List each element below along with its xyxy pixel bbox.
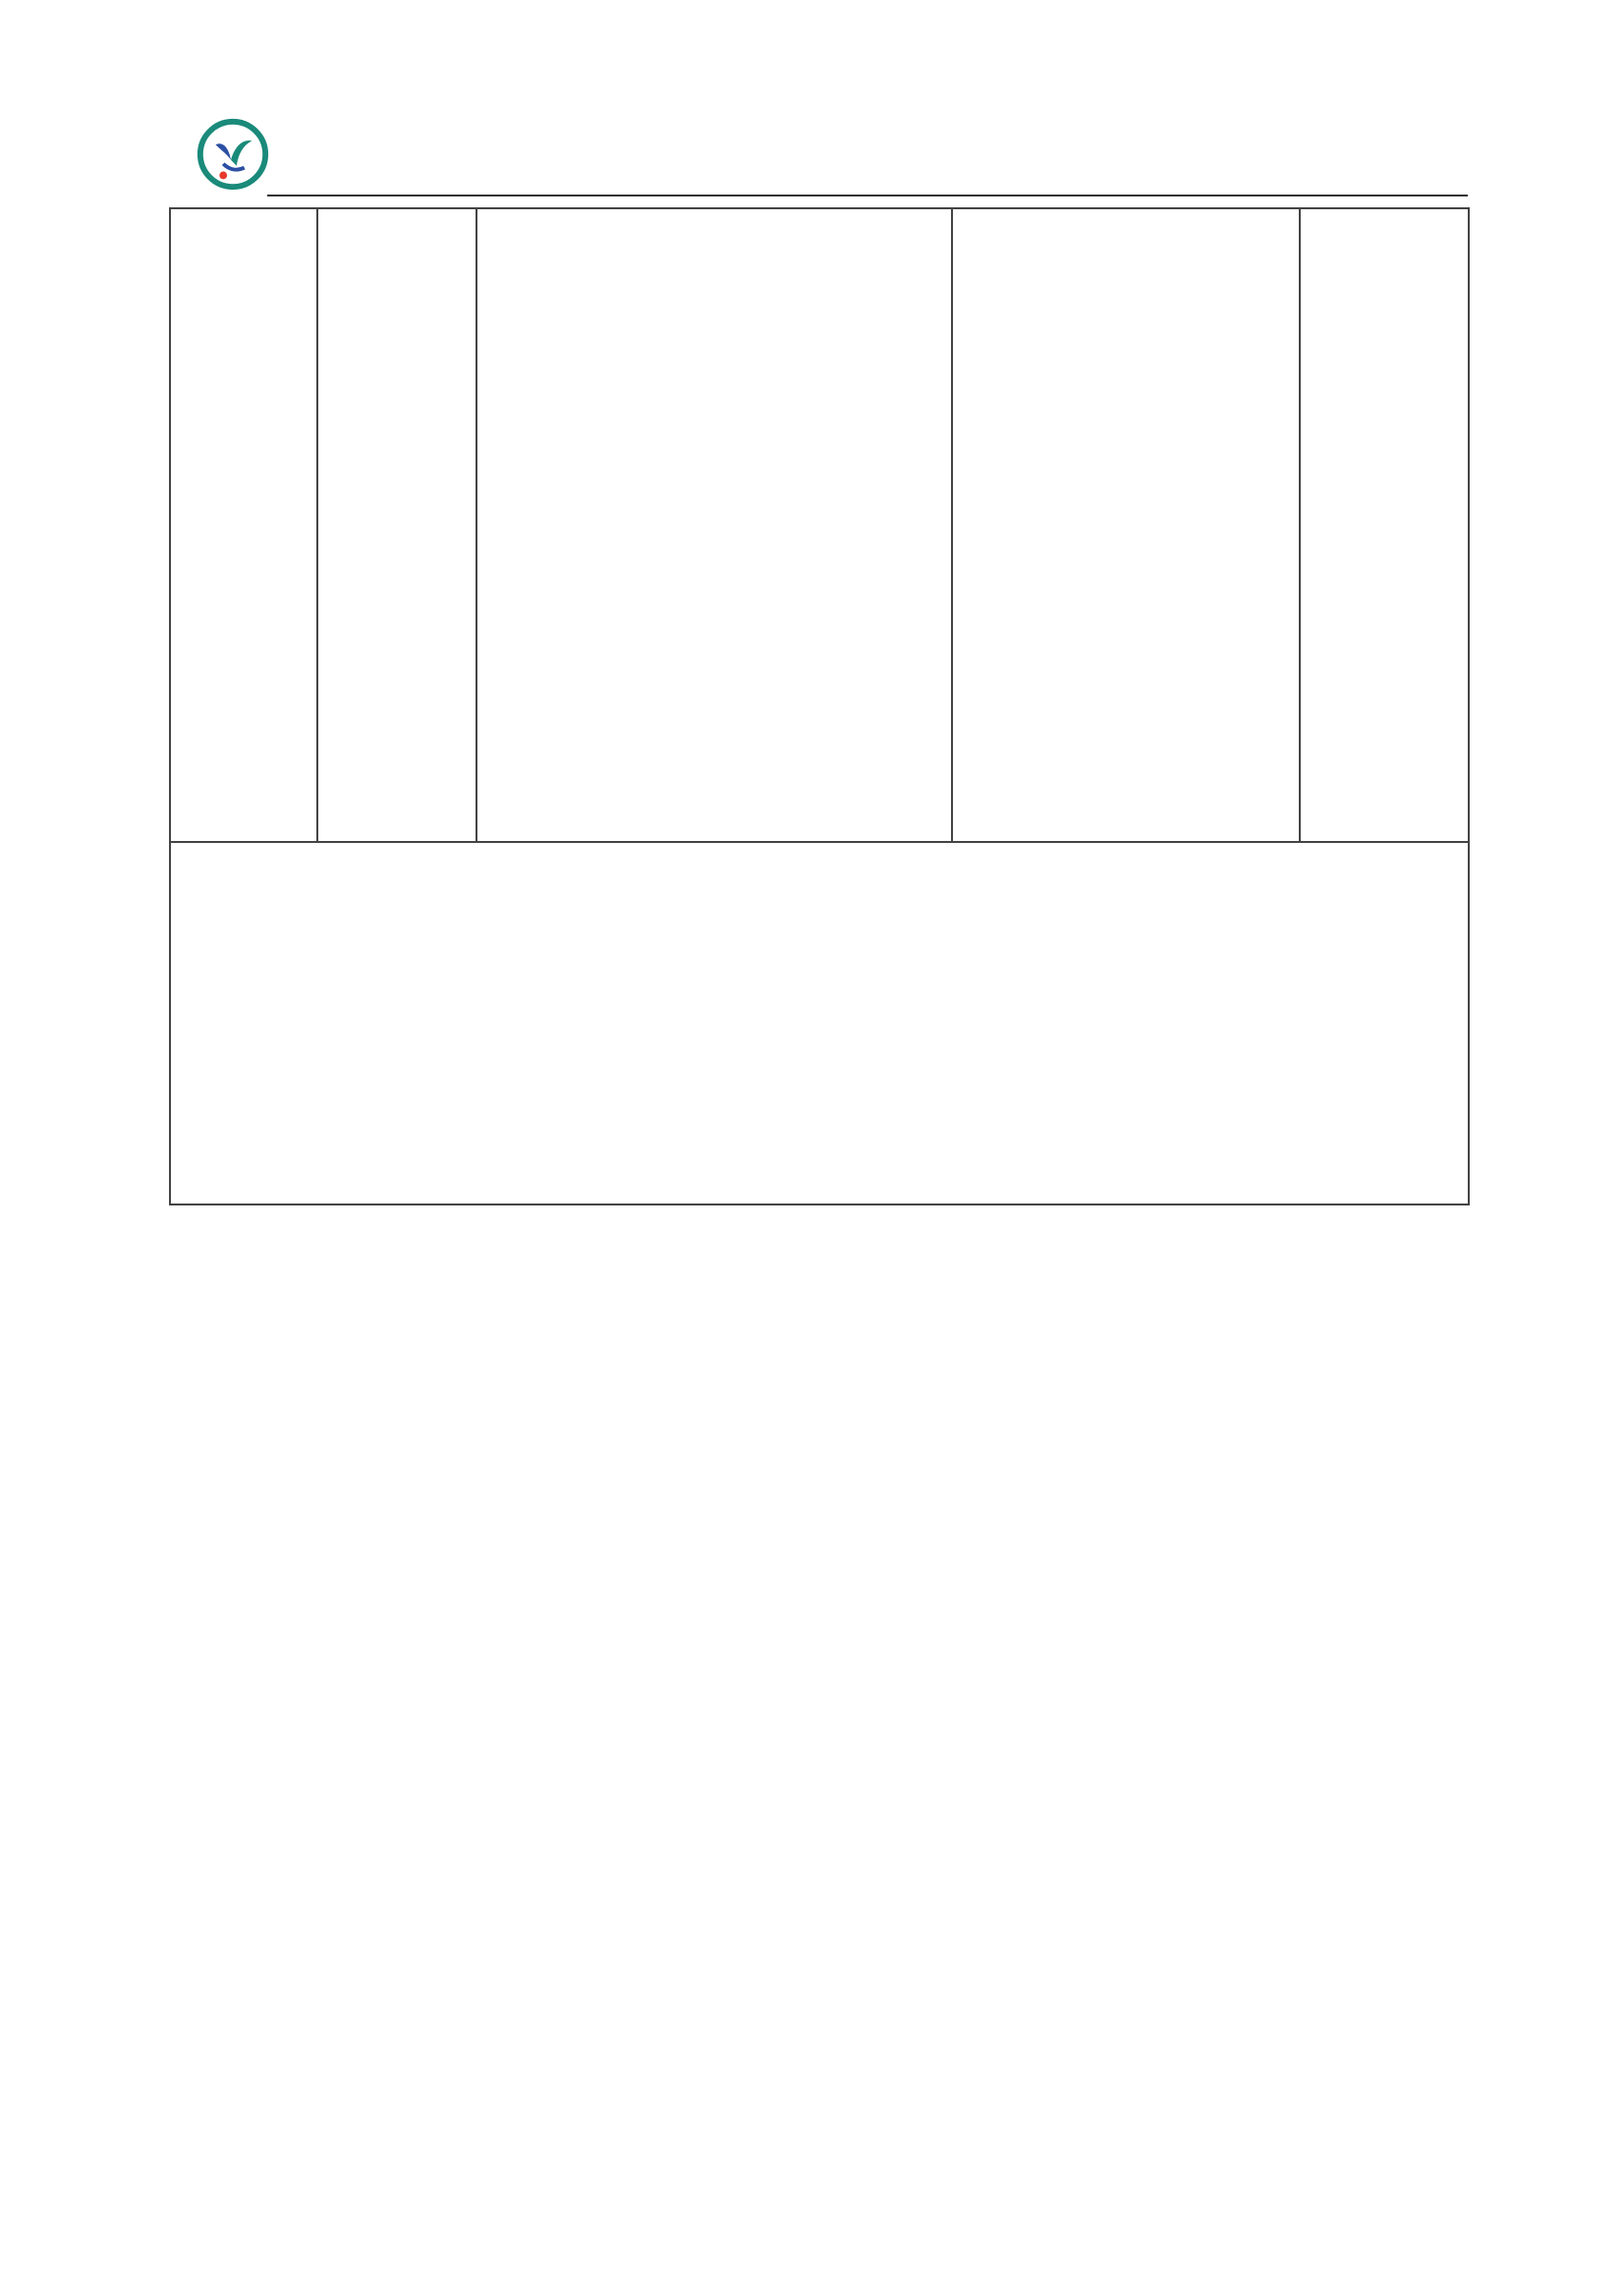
column-header: [952, 208, 1300, 842]
table-note: [170, 842, 1469, 1204]
page-header: [169, 116, 1468, 198]
table-header-row: [170, 208, 1469, 842]
column-header: [1300, 208, 1469, 842]
header-rule: [267, 195, 1468, 196]
column-header: [317, 208, 476, 842]
company-logo-icon: [195, 116, 271, 193]
column-header: [170, 208, 317, 842]
column-header: [476, 208, 952, 842]
monitoring-methods-table: [169, 207, 1470, 1205]
table-note-row: [170, 842, 1469, 1204]
